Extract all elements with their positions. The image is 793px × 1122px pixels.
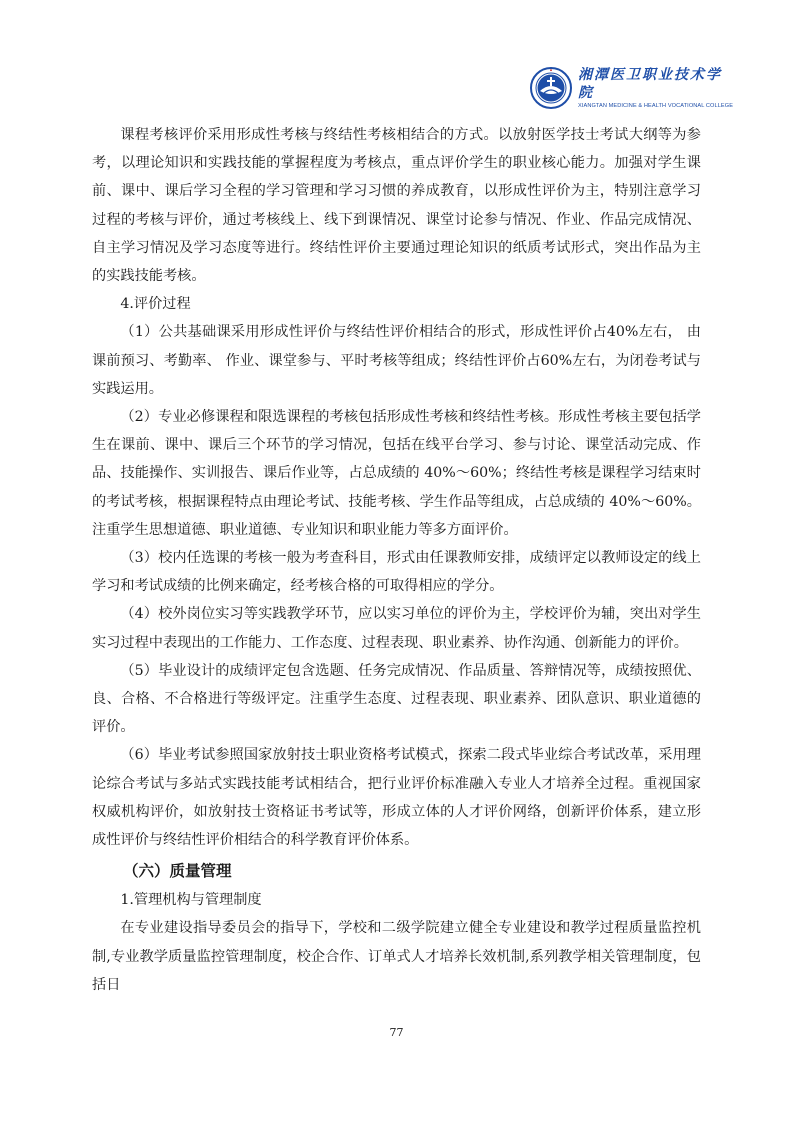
college-name-cn: 湘潭医卫职业技术学院 (578, 67, 722, 101)
evaluation-item-4: （4）校外岗位实习等实践教学环节，应以实习单位的评价为主，学校评价为辅，突出对学生实习过程中表现出的工作能力、工作态度、过程表现、职业素养、协作沟通、创新能力的评价。 (92, 606, 701, 651)
subheading-management-structure: 1.管理机构与管理制度 (120, 892, 262, 909)
paragraph-management-structure: 在专业建设指导委员会的指导下，学校和二级学院建立健全专业建设和教学过程质量监控机制,专业教学质量监控管理制度，校企合作、订单式人才培养长效机制,系列教学相关管理制度，包括日 (92, 920, 701, 993)
college-name-en: XIANGTAN MEDICINE & HEALTH VOCATIONAL COLLEGE (578, 103, 734, 109)
evaluation-item-5: （5）毕业设计的成绩评定包含选题、任务完成情况、作品质量、答辩情况等，成绩按照优、良、合格、不合格进行等级评定。注重学生态度、过程表现、职业素养、团队意识、职业道德的评价。 (92, 662, 701, 736)
evaluation-item-3: （3）校内任选课的考核一般为考查科目，形式由任课教师安排，成绩评定以教师设定的线上学习和考试成绩的比例来确定，经考核合格的可取得相应的学分。 (92, 550, 701, 595)
page-number: 77 (389, 1026, 404, 1039)
college-logo (530, 66, 734, 110)
evaluation-item-2: （2）专业必修课程和限选课程的考核包括形成性考核和终结性考核。形成性考核主要包括学生在课前、课中、课后三个环节的学习情况，包括在线平台学习、参与讨论、课堂活动完成、作品、技能操作、实训报告、课后作业等，占总成绩的 40%～60%；终结性考核是课程学习结束时的考试考核，根据课程特点由理论考试、技能考核、学生作品等组成，占总成绩的 40%～60%。注重学生思想道德、职业道德、专业知识和职业能力等多方面评价。 (92, 409, 701, 538)
subheading-evaluation-process: 4.评价过程 (120, 296, 191, 313)
evaluation-item-6: （6）毕业考试参照国家放射技士职业资格考试模式，探索二段式毕业综合考试改革，采用理论综合考试与多站式实践技能考试相结合，把行业评价标准融入专业人才培养全过程。重视国家权威机构评价，如放射技士资格证书考试等，形成立体的人才评价网络，创新评价体系，建立形成性评价与终结性评价相结合的科学教育评价体系。 (92, 747, 701, 849)
section-heading-quality-management: （六）质量管理 (123, 862, 232, 881)
document-body (92, 121, 701, 999)
college-emblem-icon (530, 67, 572, 109)
paragraph-assessment-method: 课程考核评价采用形成性考核与终结性考核相结合的方式。以放射医学技士考试大纲等为参考，以理论知识和实践技能的掌握程度为考核点，重点评价学生的职业核心能力。加强对学生课前、课中、课后学习全程的学习管理和学习习惯的养成教育，以形成性评价为主，特别注意学习过程的考核与评价，通过考核线上、线下到课情况、课堂讨论参与情况、作业、作品完成情况、自主学习情况及学习态度等进行。终结性评价主要通过理论知识的纸质考试形式，突出作品为主的实践技能考核。 (92, 127, 701, 285)
evaluation-item-1: （1）公共基础课采用形成性评价与终结性评价相结合的形式，形成性评价占40%左右， 由课前预习、考勤率、 作业、课堂参与、平时考核等组成；终结性评价占60%左右，为闭卷考试与实践运用。 (92, 324, 701, 397)
